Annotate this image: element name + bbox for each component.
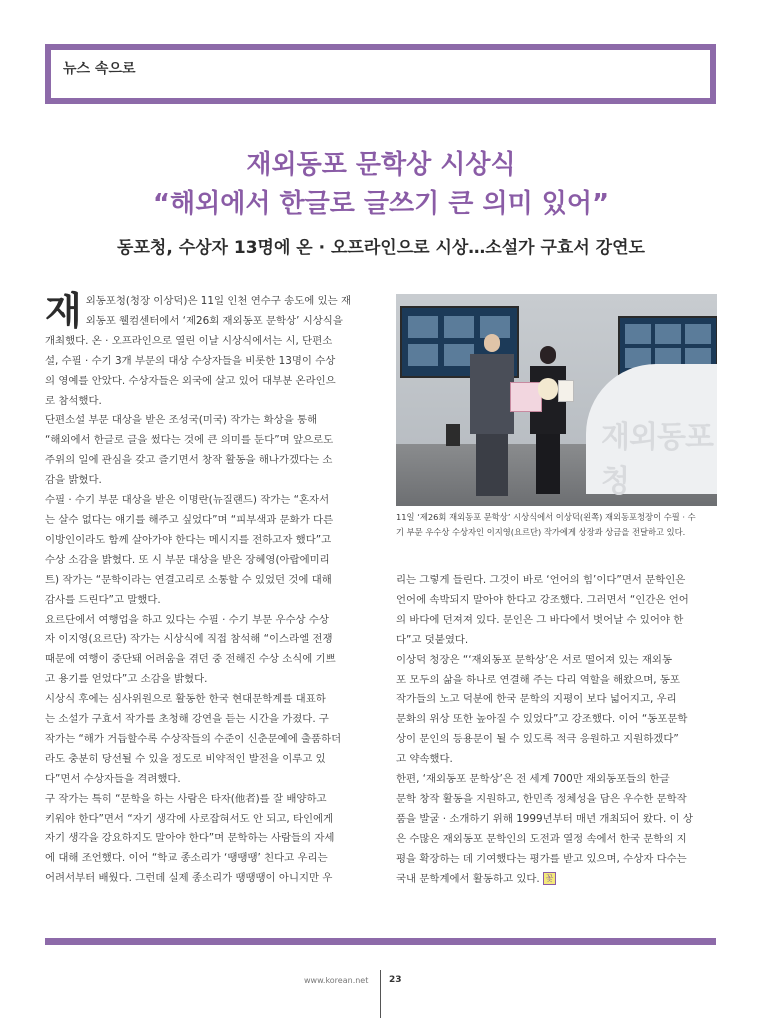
body-text-line: 이상덕 청장은 “‘재외동포 문학상’은 서로 떨어져 있는 재외동 [396,653,673,666]
photo-caption-line: 11일 ‘제26회 재외동포 문학상’ 시상식에서 이상덕(왼쪽) 재외동포청장이 수필 · 수 [396,512,696,522]
body-text-line: 수상 소감을 밝혔다. 또 시 부문 대상을 받은 장혜영(아랍에미리 [45,553,330,566]
body-text-line: 감을 밝혔다. [45,474,102,487]
body-text-line: 어려서부터 배웠다. 그런데 실제 종소리가 땡땡땡이 아니지만 우 [45,872,333,885]
footer-url: www.korean.net [304,976,369,985]
body-text-line: 단편소설 부문 대상을 받은 조성국(미국) 작가는 화상을 통해 [45,414,318,427]
body-text-line: 포 모두의 삶을 하나로 연결해 주는 다리 역할을 해왔으며, 동포 [396,673,680,686]
speaker [446,424,460,446]
body-text-line: 다”면서 수상자들을 격려했다. [45,772,181,785]
body-text-line: 언어에 속박되지 말아야 한다고 강조했다. 그러면서 “인간은 언어 [396,593,689,606]
body-text-line: 문화의 위상 또한 높아질 수 있었다”고 강조했다. 이어 “동포문학 [396,713,688,726]
body-text-line: 외동포청(청장 이상덕)은 11일 인천 연수구 송도에 있는 재 [85,295,351,307]
section-label: 뉴스 속으로 [63,61,136,77]
body-text-line: 상이 문인의 등용문이 될 수 있도록 적극 응원하고 지원하겠다” [396,733,679,746]
body-text-line: 라도 충분히 당선될 수 있을 정도로 비약적인 발전을 이루고 있 [45,752,326,765]
body-text-line: 주위의 일에 관심을 갖고 즐기면서 창작 활동을 해나가겠다는 소 [45,454,333,467]
article-body-left [45,288,371,889]
body-text-line: 개최했다. 온 · 오프라인으로 열린 이날 시상식에서는 시, 단편소 [45,334,333,347]
right-column-text [396,571,718,890]
footer-divider [380,970,381,1018]
body-text-line: 감사를 드린다”고 말했다. [45,593,161,606]
article-title-line1: 재외동포 문학상 시상식 [246,150,516,180]
certificate [558,380,574,402]
body-text-line: 트) 작가는 “문학이라는 연결고리로 소통할 수 있었던 것에 대해 [45,573,332,586]
body-text-line: 국내 문학계에서 활동하고 있다. [396,872,540,885]
body-text-line: 에 대해 조언했다. 이어 “학교 종소리가 ‘땡땡땡’ 친다고 우리는 [45,852,328,865]
person-left-head [484,334,500,352]
body-text-line: 문학 창작 활동을 지원하고, 한민족 정체성을 담은 우수한 문학작 [396,792,687,805]
end-mark-icon: 꽃 [543,872,556,885]
body-text-line: 구 작가는 특히 “문학을 하는 사람은 타자(他者)를 잘 배양하고 [45,792,327,805]
body-text-line: 한편, ‘재외동포 문학상’은 전 세계 700만 재외동포들의 한글 [396,773,670,786]
body-text-line: 자기 생각을 강요하지도 말아야 한다”며 문학하는 사람들의 자세 [45,832,335,845]
article-subtitle: 동포청, 수상자 13명에 온 · 오프라인으로 시상…소설가 구효서 강연도 [117,238,645,258]
left-column-text [45,288,371,889]
body-text-line: 고 약속했다. [396,753,453,766]
section-banner-inner [51,50,710,98]
body-text-line: 외동포 웰컴센터에서 ‘제26회 재외동포 문학상’ 시상식을 [85,314,343,327]
body-text-line: 때문에 여행이 중단돼 어려움을 겪던 중 전해진 수상 소식에 기쁘 [45,653,336,666]
drop-cap: 재 [45,288,82,333]
section-banner [45,44,716,104]
photo-wall-text: 재외동포청 [601,420,713,499]
body-text-line: 평을 확장하는 데 기여했다는 평가를 받고 있으며, 수상자 다수는 [396,852,687,865]
body-text-line: 작가는 “해가 거듭할수록 수상작들의 수준이 신춘문예에 출품하더 [45,732,342,745]
body-text-line: 품을 발굴 · 소개하기 위해 1999년부터 매년 개최되어 왔다. 이 상 [396,812,693,825]
ceremony-photo [396,294,717,506]
body-text-line: 는 소설가 구효서 작가를 초청해 강연을 듣는 시간을 가졌다. 구 [45,713,329,726]
body-text-line: 자 이지영(요르단) 작가는 시상식에 직접 참석해 “이스라엘 전쟁 [45,633,333,646]
photo-caption [396,510,718,539]
photo-caption-line: 기 부문 우수상 수상자인 이지영(요르단) 작가에게 상장과 상금을 전달하고 있다. [396,526,686,537]
person-left-body [470,354,514,434]
body-text-line: 키워야 한다”면서 “자기 생각에 사로잡혀서도 안 되고, 타인에게 [45,812,334,825]
article-body-right [396,571,718,890]
bottom-rule [45,938,716,945]
body-text-line: “해외에서 한글로 글을 썼다는 것에 큰 의미를 둔다”며 앞으로도 [45,434,334,447]
page-number: 23 [389,975,402,985]
flower-bouquet [538,378,558,400]
article-title-line2: “해외에서 한글로 글쓰기 큰 의미 있어” [152,189,610,219]
body-text-line: 설, 수필 · 수기 3개 부문의 대상 수상자들을 비롯한 13명이 수상 [45,354,336,367]
body-text-line: 요르단에서 여행업을 하고 있다는 수필 · 수기 부문 우수상 수상 [45,613,329,626]
person-left-legs [476,434,508,496]
person-right-head [540,346,556,364]
body-text-line: 은 수많은 재외동포 문학인의 도전과 열정 속에서 한국 문학의 지 [396,832,687,845]
body-text-line: 작가들의 노고 덕분에 한국 문학의 지평이 보다 넓어지고, 우리 [396,693,677,706]
person-right-legs [536,434,560,494]
body-text-line: 의 영예를 안았다. 수상자들은 외국에 살고 있어 대부분 온라인으 [45,374,336,387]
body-text-line: 다”고 덧붙였다. [396,633,469,646]
body-text-line: 수필 · 수기 부문 대상을 받은 이명란(뉴질랜드) 작가는 “혼자서 [45,494,330,507]
body-text-line: 로 참석했다. [45,394,102,407]
body-text-line: 시상식 후에는 심사위원으로 활동한 한국 현대문학계를 대표하 [45,693,326,706]
body-text-line: 이방인이라도 함께 살아가야 한다는 메시지를 전하고자 했다”고 [45,533,332,546]
body-text-line-last [396,870,718,890]
body-text-line: 는 살수 없다는 얘기를 해주고 싶었다”며 “피부색과 문화가 다른 [45,513,334,526]
body-text-line: 리는 그렇게 들린다. 그것이 바로 ‘언어의 힘’이다”면서 문학인은 [396,574,686,586]
body-text-line: 고 용기를 얻었다”고 소감을 밝혔다. [45,673,208,686]
body-text-line: 의 바다에 던져져 있다. 문인은 그 바다에서 벗어날 수 있어야 한 [396,613,684,626]
